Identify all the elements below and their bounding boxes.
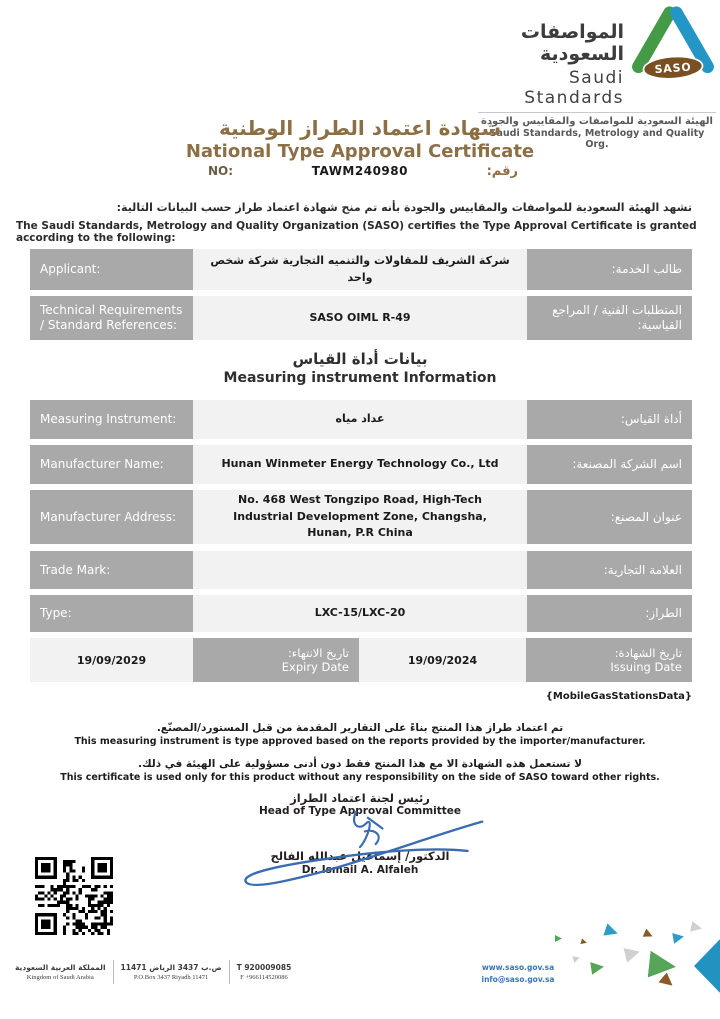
- row-type: [30, 595, 692, 632]
- website-link[interactable]: www.saso.gov.sa: [481, 963, 555, 972]
- footer-pobox: [114, 963, 229, 981]
- row-trademark-value: [193, 551, 527, 589]
- footer-country-en: Kingdom of Saudi Arabia: [26, 974, 94, 981]
- org-name-arabic: المواصفات السعودية: [520, 21, 624, 65]
- no-label-ar: رقم:: [486, 164, 518, 179]
- decor-triangle: [658, 972, 676, 990]
- intro-paragraph: [0, 201, 720, 244]
- expiry-date-value: 19/09/2029: [30, 638, 193, 682]
- note-approval: [0, 722, 720, 747]
- row-technical-requirements: [30, 296, 692, 340]
- footer-phone-t: T 920009085: [236, 963, 292, 972]
- saso-logo: [630, 6, 716, 82]
- header-divider: [478, 112, 716, 113]
- title-english: National Type Approval Certificate: [185, 141, 535, 162]
- row-dates: [30, 638, 692, 682]
- decor-triangle: [690, 921, 703, 934]
- decor-triangle: [590, 960, 605, 975]
- decor-triangle: [648, 951, 678, 981]
- section-measuring-instrument: [0, 350, 720, 386]
- expiry-date-label: [193, 638, 359, 682]
- decor-triangle: [672, 931, 685, 944]
- data-tag: {MobileGasStationsData}: [545, 691, 692, 702]
- row-manufacturer-name: [30, 445, 692, 484]
- decor-triangle: [643, 929, 655, 941]
- section-heading-english: Measuring instrument Information: [223, 370, 497, 386]
- issuing-label-ar: تاريخ الشهادة:: [614, 646, 682, 660]
- footer-pobox-ar: ص.ب 3437 الرياض 11471: [120, 963, 222, 972]
- decorative-triangles: [545, 919, 720, 1019]
- certificate-number: TAWM240980: [311, 164, 408, 178]
- row-applicant-value: شركة الشريف للمقاولات والتنميه التجارية شركة شخص واحد: [210, 254, 510, 284]
- row-measuring-instrument: [30, 400, 692, 439]
- certificate-number-row: [208, 164, 518, 179]
- certificate-title: [0, 116, 720, 162]
- row-mfr-name-value: Hunan Winmeter Energy Technology Co., Ltd: [221, 457, 499, 471]
- org-subtitle-english: Saudi Standards, Metrology and Quality Org.: [489, 127, 705, 150]
- row-mfr-addr-label-ar: عنوان المصنع:: [527, 490, 692, 544]
- section-heading-arabic: بيانات أداة القياس: [292, 350, 428, 368]
- expiry-label-ar: تاريخ الانتهاء:: [287, 646, 349, 660]
- row-techreq-label-en: Technical Requirements / Standard References:: [30, 296, 193, 340]
- signatory-title-ar: رئيس لجنة اعتماد الطراز: [290, 791, 430, 805]
- note-approval-en: This measuring instrument is type approved based on the reports provided by the importer/manufacturer.: [74, 736, 646, 747]
- footer-country: [8, 963, 113, 981]
- row-instrument-label-ar: أداة القياس:: [527, 400, 692, 439]
- row-applicant-label-ar: طالب الخدمة:: [527, 249, 692, 290]
- svg-text:SASO: SASO: [654, 60, 692, 77]
- row-instrument-value: عداد مياه: [335, 412, 385, 426]
- row-mfr-addr-value: No. 468 West Tongzipo Road, High-Tech Industrial Development Zone, Changsha, Hunan, P.R China: [233, 493, 487, 540]
- intro-arabic: تشهد الهيئة السعودية للمواصفات والمقاييس والجودة بأنه تم منح شهادة اعتماد طراز حسب البيانات التالية:: [116, 201, 692, 214]
- issuing-date-value: 19/09/2024: [359, 638, 526, 682]
- decor-triangle: [603, 923, 619, 939]
- row-mfr-name-label-ar: اسم الشركة المصنعة:: [527, 445, 692, 484]
- row-trademark-label-en: Trade Mark:: [30, 551, 193, 589]
- decor-triangle: [580, 938, 587, 945]
- row-manufacturer-address: [30, 490, 692, 544]
- org-subtitle-arabic: الهيئة السعودية للمواصفات والمقاييس والجودة: [480, 115, 713, 127]
- row-mfr-name-label-en: Manufacturer Name:: [30, 445, 193, 484]
- note-disclaimer-ar: لا تستعمل هذه الشهادة الا مع هذا المنتج فقط دون أدنى مسؤولية على الهيئة في ذلك.: [138, 758, 582, 770]
- org-name-english: Saudi Standards: [524, 67, 624, 108]
- decor-triangle: [572, 954, 581, 963]
- footer-phone: [230, 963, 299, 981]
- row-techreq-label-ar: المتطلبات الفنية / المراجع القياسية:: [527, 296, 692, 340]
- note-disclaimer-en: This certificate is used only for this product without any responsibility on the side of SASO toward other rights.: [60, 772, 660, 783]
- footer-pobox-en: P.O.Box 3437 Riyadh 11471: [133, 974, 209, 981]
- issuing-date-label: [526, 638, 692, 682]
- decor-triangle: [694, 937, 720, 995]
- row-type-label-ar: الطراز:: [527, 595, 692, 632]
- row-type-label-en: Type:: [30, 595, 193, 632]
- row-applicant-label-en: Applicant:: [30, 249, 193, 290]
- row-trade-mark: [30, 551, 692, 589]
- issuing-label-en: Issuing Date: [610, 660, 682, 674]
- row-instrument-label-en: Measuring Instrument:: [30, 400, 193, 439]
- footer-country-ar: المملكة العربية السعودية: [15, 963, 106, 972]
- qr-code: [35, 857, 113, 935]
- signatory-name-en: Dr. Ismail A. Alfaleh: [301, 864, 419, 876]
- title-arabic: شهادة اعتماد الطراز الوطنية: [218, 116, 502, 140]
- expiry-label-en: Expiry Date: [281, 660, 349, 674]
- footer-contact: [8, 960, 298, 984]
- email-link[interactable]: info@saso.gov.sa: [481, 975, 555, 984]
- signatory-name-ar: الدكتور/ إسماعيل عبدالله الفالح: [270, 849, 450, 863]
- footer-phone-f: F +966114520086: [240, 974, 288, 981]
- note-disclaimer: [0, 758, 720, 783]
- note-approval-ar: تم اعتماد طراز هذا المنتج بناءً على التقارير المقدمة من قبل المستورد/المصنّع.: [156, 722, 564, 734]
- signatory-title-en: Head of Type Approval Committee: [258, 805, 462, 817]
- signatory-title: [0, 791, 720, 817]
- decor-triangle: [555, 935, 562, 942]
- row-trademark-label-ar: العلامة التجارية:: [527, 551, 692, 589]
- row-techreq-value: SASO OIML R-49: [309, 310, 411, 324]
- no-label-en: NO:: [208, 164, 234, 178]
- row-applicant: [30, 249, 692, 290]
- intro-english: The Saudi Standards, Metrology and Quality Organization (SASO) certifies the Type Approval Certificate is granted according to the following:: [16, 220, 697, 244]
- row-mfr-addr-label-en: Manufacturer Address:: [30, 490, 193, 544]
- row-type-value: LXC-15/LXC-20: [314, 606, 406, 620]
- decor-triangle: [623, 944, 641, 962]
